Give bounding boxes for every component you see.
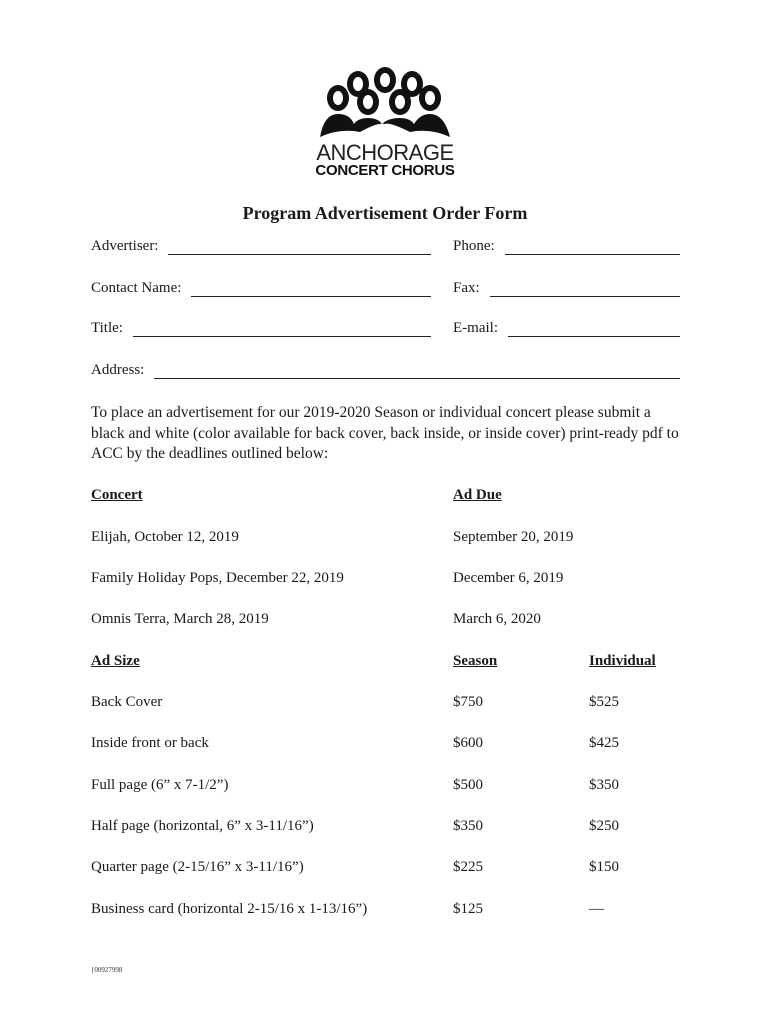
season-price: $225 bbox=[453, 859, 483, 875]
phone-input-line[interactable] bbox=[505, 240, 680, 255]
season-price: $750 bbox=[453, 694, 483, 710]
ad-size-name: Back Cover bbox=[91, 694, 163, 710]
concert-header: Concert bbox=[91, 487, 143, 503]
advertiser-field[interactable] bbox=[91, 238, 431, 255]
contact-name-field[interactable] bbox=[91, 280, 431, 297]
fax-label: Fax: bbox=[453, 280, 480, 296]
individual-price: $525 bbox=[589, 694, 619, 710]
phone-label: Phone: bbox=[453, 238, 495, 254]
title-field[interactable] bbox=[91, 320, 431, 337]
address-label: Address: bbox=[91, 362, 145, 378]
concert-ad-due: December 6, 2019 bbox=[453, 570, 564, 586]
individual-price: $350 bbox=[589, 777, 619, 793]
season-header: Season bbox=[453, 653, 498, 669]
address-input-line[interactable] bbox=[154, 364, 680, 379]
anchorage-concert-chorus-logo bbox=[310, 62, 460, 180]
phone-field[interactable] bbox=[453, 238, 680, 255]
title-input-line[interactable] bbox=[133, 322, 431, 337]
individual-price: — bbox=[589, 901, 604, 917]
concert-name: Omnis Terra, March 28, 2019 bbox=[91, 611, 269, 627]
ad-size-name: Inside front or back bbox=[91, 735, 209, 751]
concert-ad-due: March 6, 2020 bbox=[453, 611, 541, 627]
address-field[interactable] bbox=[91, 362, 680, 379]
individual-price: $250 bbox=[589, 818, 619, 834]
ad-size-name: Full page (6” x 7-1/2”) bbox=[91, 777, 229, 793]
logo-line-anchorage: ANCHORAGE bbox=[316, 140, 454, 165]
concert-ad-due: September 20, 2019 bbox=[453, 529, 574, 545]
season-price: $500 bbox=[453, 777, 483, 793]
title-label: Title: bbox=[91, 320, 123, 336]
chorus-singers-icon bbox=[310, 62, 460, 142]
ad-size-name: Business card (horizontal 2-15/16 x 1-13/16”) bbox=[91, 901, 368, 917]
individual-price: $150 bbox=[589, 859, 619, 875]
concert-name: Family Holiday Pops, December 22, 2019 bbox=[91, 570, 344, 586]
contact-name-input-line[interactable] bbox=[191, 282, 431, 297]
advertiser-label: Advertiser: bbox=[91, 238, 159, 254]
form-title: Program Advertisement Order Form bbox=[242, 203, 528, 223]
season-price: $350 bbox=[453, 818, 483, 834]
email-field[interactable] bbox=[453, 320, 680, 337]
email-label: E-mail: bbox=[453, 320, 498, 336]
fax-field[interactable] bbox=[453, 280, 680, 297]
document-code: {00927998 bbox=[91, 966, 123, 974]
advertiser-input-line[interactable] bbox=[168, 240, 431, 255]
logo-line-concert-chorus: CONCERT CHORUS bbox=[315, 162, 455, 179]
ad-due-header: Ad Due bbox=[453, 487, 502, 503]
individual-header: Individual bbox=[589, 653, 656, 669]
ad-size-header: Ad Size bbox=[91, 653, 140, 669]
instructions-paragraph: To place an advertisement for our 2019-2020 Season or individual concert please submit a black and white (color available for back cover, back inside, or inside cover) print-ready pdf to ACC by the deadlines outlined below: bbox=[91, 404, 679, 462]
individual-price: $425 bbox=[589, 735, 619, 751]
contact-name-label: Contact Name: bbox=[91, 280, 182, 296]
email-input-line[interactable] bbox=[508, 322, 680, 337]
season-price: $125 bbox=[453, 901, 483, 917]
season-price: $600 bbox=[453, 735, 483, 751]
ad-size-name: Half page (horizontal, 6” x 3-11/16”) bbox=[91, 818, 314, 834]
fax-input-line[interactable] bbox=[490, 282, 680, 297]
ad-size-name: Quarter page (2-15/16” x 3-11/16”) bbox=[91, 859, 304, 875]
concert-name: Elijah, October 12, 2019 bbox=[91, 529, 239, 545]
